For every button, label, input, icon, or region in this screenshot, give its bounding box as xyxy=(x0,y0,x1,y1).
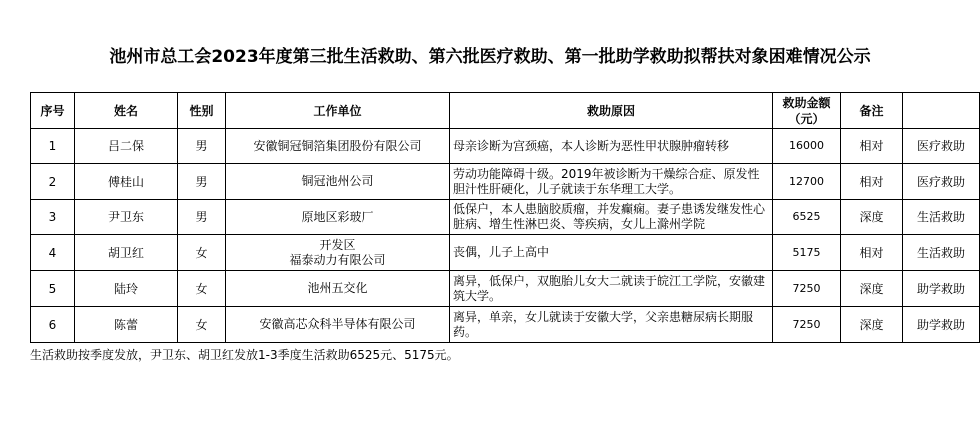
header-type xyxy=(903,93,980,129)
header-unit: 工作单位 xyxy=(226,93,450,129)
table-row xyxy=(31,271,980,307)
row-type: 生活救助 xyxy=(903,235,980,271)
row-gender: 女 xyxy=(178,271,226,307)
row-type: 医疗救助 xyxy=(903,164,980,200)
row-reason: 母亲诊断为宫颈癌，本人诊断为恶性甲状腺肿瘤转移 xyxy=(450,129,773,164)
row-amount: 6525 xyxy=(773,200,841,235)
page-title: 池州市总工会2023年度第三批生活救助、第六批医疗救助、第一批助学救助拟帮扶对象困难情况公示 xyxy=(109,47,871,67)
row-no: 3 xyxy=(31,200,75,235)
row-no: 4 xyxy=(31,235,75,271)
header-remark: 备注 xyxy=(841,93,903,129)
row-unit: 铜冠池州公司 xyxy=(226,164,450,200)
row-name: 陆玲 xyxy=(75,271,178,307)
row-reason: 丧偶，儿子上高中 xyxy=(450,235,773,271)
row-unit: 开发区 福泰动力有限公司 xyxy=(226,235,450,271)
row-type: 助学救助 xyxy=(903,271,980,307)
footnote: 生活救助按季度发放，尹卫东、胡卫红发放1-3季度生活救助6525元、5175元。 xyxy=(30,348,459,362)
header-reason: 救助原因 xyxy=(450,93,773,129)
row-no: 1 xyxy=(31,129,75,164)
row-name: 吕二保 xyxy=(75,129,178,164)
row-gender: 女 xyxy=(178,235,226,271)
row-name: 傅桂山 xyxy=(75,164,178,200)
row-amount: 12700 xyxy=(773,164,841,200)
row-no: 5 xyxy=(31,271,75,307)
row-no: 6 xyxy=(31,307,75,343)
row-unit: 原地区彩玻厂 xyxy=(226,200,450,235)
row-amount: 7250 xyxy=(773,271,841,307)
row-remark: 相对 xyxy=(841,235,903,271)
row-no: 2 xyxy=(31,164,75,200)
row-reason: 劳动功能障碍十级。2019年被诊断为干燥综合症、原发性胆汁性肝硬化，儿子就读于东华理工大学。 xyxy=(450,164,773,200)
row-unit: 安徽高芯众科半导体有限公司 xyxy=(226,307,450,343)
row-gender: 女 xyxy=(178,307,226,343)
header-name: 姓名 xyxy=(75,93,178,129)
row-remark: 深度 xyxy=(841,271,903,307)
row-type: 生活救助 xyxy=(903,200,980,235)
row-type: 医疗救助 xyxy=(903,129,980,164)
row-amount: 7250 xyxy=(773,307,841,343)
row-remark: 深度 xyxy=(841,200,903,235)
row-name: 陈蕾 xyxy=(75,307,178,343)
assistance-table xyxy=(30,92,980,343)
header-row xyxy=(31,93,980,129)
row-gender: 男 xyxy=(178,129,226,164)
row-unit: 池州五交化 xyxy=(226,271,450,307)
header-no: 序号 xyxy=(31,93,75,129)
row-gender: 男 xyxy=(178,200,226,235)
row-type: 助学救助 xyxy=(903,307,980,343)
row-amount: 5175 xyxy=(773,235,841,271)
row-name: 尹卫东 xyxy=(75,200,178,235)
row-name: 胡卫红 xyxy=(75,235,178,271)
table-row xyxy=(31,164,980,200)
table-row xyxy=(31,307,980,343)
table-row xyxy=(31,235,980,271)
row-amount: 16000 xyxy=(773,129,841,164)
header-gender: 性别 xyxy=(178,93,226,129)
row-reason: 离异，低保户，双胞胎儿女大二就读于皖江工学院，安徽建筑大学。 xyxy=(450,271,773,307)
row-gender: 男 xyxy=(178,164,226,200)
row-remark: 相对 xyxy=(841,164,903,200)
row-reason: 低保户，本人患脑胶质瘤，并发癫痫。妻子患诱发继发性心脏病、增生性淋巴炎、等疾病，女儿上滁州学院 xyxy=(450,200,773,235)
table-row xyxy=(31,200,980,235)
row-remark: 深度 xyxy=(841,307,903,343)
header-amount: 救助金额（元） xyxy=(773,93,841,129)
table-row xyxy=(31,129,980,164)
row-unit: 安徽铜冠铜箔集团股份有限公司 xyxy=(226,129,450,164)
row-remark: 相对 xyxy=(841,129,903,164)
row-reason: 离异，单亲，女儿就读于安徽大学，父亲患糖尿病长期服药。 xyxy=(450,307,773,343)
